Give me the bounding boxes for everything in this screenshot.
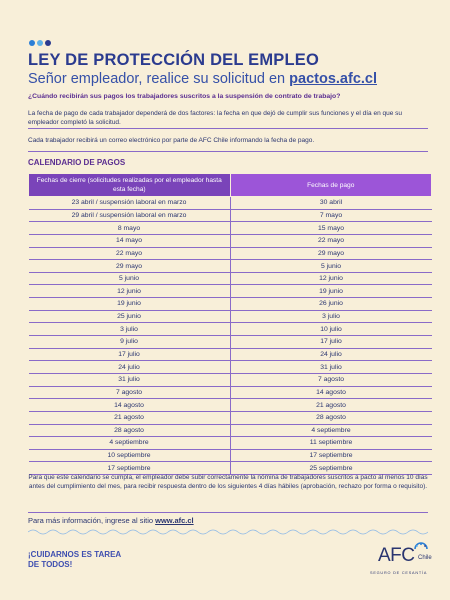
table-row — [29, 386, 432, 399]
closing-date-cell: 25 junio — [29, 310, 231, 323]
payment-date-cell: 17 septiembre — [230, 449, 432, 462]
table-row — [29, 437, 432, 450]
table-row — [29, 399, 432, 412]
column-header-closing-dates: Fechas de cierre (solicitudes realizadas por el empleador hasta esta fecha) — [29, 174, 231, 197]
table-row — [29, 411, 432, 424]
table-row — [29, 336, 432, 349]
table-row — [29, 298, 432, 311]
table-row — [29, 272, 432, 285]
closing-date-cell: 24 julio — [29, 361, 231, 374]
page-title: LEY DE PROTECCIÓN DEL EMPLEO — [28, 51, 320, 69]
more-info — [28, 516, 194, 525]
closing-date-cell: 21 agosto — [29, 411, 231, 424]
payment-date-cell: 29 mayo — [230, 247, 432, 260]
logo-arc-icon — [414, 542, 428, 550]
logo-text: AFC — [378, 545, 415, 566]
closing-date-cell: 22 mayo — [29, 247, 231, 260]
payment-date-cell: 7 mayo — [230, 209, 432, 222]
payment-date-cell: 10 julio — [230, 323, 432, 336]
table-header-row — [29, 174, 432, 197]
dot-navy — [45, 40, 51, 46]
payment-date-cell: 28 agosto — [230, 411, 432, 424]
column-header-payment-dates: Fechas de pago — [230, 174, 432, 197]
payment-date-cell: 15 mayo — [230, 222, 432, 235]
wave-divider — [28, 528, 428, 536]
table-row — [29, 222, 432, 235]
closing-date-cell: 8 mayo — [29, 222, 231, 235]
payment-date-cell: 21 agosto — [230, 399, 432, 412]
closing-date-cell: 29 mayo — [29, 260, 231, 273]
table-row — [29, 323, 432, 336]
payment-date-cell: 4 septiembre — [230, 424, 432, 437]
closing-date-cell: 5 junio — [29, 272, 231, 285]
logo-tagline: SEGURO DE CESANTÍA — [370, 571, 428, 575]
closing-date-cell: 4 septiembre — [29, 437, 231, 450]
afc-logo — [370, 545, 434, 583]
more-info-text: Para más información, ingrese al sitio — [28, 516, 156, 525]
payment-date-cell: 3 julio — [230, 310, 432, 323]
payment-date-cell: 26 junio — [230, 298, 432, 311]
table-row — [29, 449, 432, 462]
payment-date-cell: 12 junio — [230, 272, 432, 285]
table-row — [29, 373, 432, 386]
dot-light-blue — [29, 40, 35, 46]
table-row — [29, 361, 432, 374]
paragraph-email-notice: Cada trabajador recibirá un correo electrónico por parte de AFC Chile informando la fecha de pago. — [28, 137, 315, 144]
table-row — [29, 247, 432, 260]
subtitle-text: Señor empleador, realice su solicitud en — [28, 71, 290, 87]
divider — [28, 512, 428, 513]
closing-date-cell: 17 septiembre — [29, 462, 231, 475]
table-row — [29, 285, 432, 298]
closing-date-cell: 29 abril / suspensión laboral en marzo — [29, 209, 231, 222]
closing-date-cell: 19 junio — [29, 298, 231, 311]
closing-date-cell: 28 agosto — [29, 424, 231, 437]
calendar-title: CALENDARIO DE PAGOS — [28, 158, 126, 167]
afc-website-link[interactable]: www.afc.cl — [155, 516, 194, 525]
closing-date-cell: 7 agosto — [29, 386, 231, 399]
payment-date-cell: 19 junio — [230, 285, 432, 298]
closing-date-cell: 9 julio — [29, 336, 231, 349]
paragraph-payment-factors: La fecha de pago de cada trabajador dependerá de dos factores: la fecha en que dejó de cumplir sus funciones y el día en que su empleador completó la solicitud. — [28, 110, 403, 126]
payment-date-cell: 22 mayo — [230, 234, 432, 247]
closing-date-cell: 10 septiembre — [29, 449, 231, 462]
table-row — [29, 424, 432, 437]
closing-date-cell: 3 julio — [29, 323, 231, 336]
payment-date-cell: 24 julio — [230, 348, 432, 361]
closing-date-cell: 17 julio — [29, 348, 231, 361]
payment-date-cell: 30 abril — [230, 197, 432, 210]
calendar-note: Para que este calendario se cumpla, el empleador debe subir correctamente la nómina de trabajadores suscritos a pacto al menos 10 días antes del cumplimiento del mes, para recibir respuesta dentro de los siguientes 4 días hábiles (aprobación, rechazo por forma o requisito). — [28, 474, 428, 490]
table-row — [29, 348, 432, 361]
dot-sky-blue — [37, 40, 43, 46]
table-row — [29, 197, 432, 210]
logo-country: Chile — [418, 555, 432, 561]
closing-date-cell: 31 julio — [29, 373, 231, 386]
table-row — [29, 234, 432, 247]
payment-calendar-table — [28, 173, 432, 475]
page-subtitle — [28, 71, 377, 87]
payment-date-cell: 5 junio — [230, 260, 432, 273]
table-row — [29, 209, 432, 222]
payment-date-cell: 7 agosto — [230, 373, 432, 386]
payment-date-cell: 25 septiembre — [230, 462, 432, 475]
payment-date-cell: 17 julio — [230, 336, 432, 349]
divider — [28, 151, 428, 152]
brand-dots — [29, 40, 51, 46]
table-row — [29, 260, 432, 273]
pactos-link[interactable]: pactos.afc.cl — [289, 71, 377, 87]
payment-date-cell: 31 julio — [230, 361, 432, 374]
question-heading: ¿Cuándo recibirán sus pagos los trabajadores suscritos a la suspensión de contrato de trabajo? — [28, 93, 341, 100]
table-body — [29, 197, 432, 475]
closing-date-cell: 23 abril / suspensión laboral en marzo — [29, 197, 231, 210]
payment-date-cell: 14 agosto — [230, 386, 432, 399]
slogan: ¡CUIDARNOS ES TAREA DE TODOS! — [28, 550, 121, 569]
closing-date-cell: 14 mayo — [29, 234, 231, 247]
closing-date-cell: 14 agosto — [29, 399, 231, 412]
divider — [28, 128, 428, 129]
table-row — [29, 310, 432, 323]
payment-date-cell: 11 septiembre — [230, 437, 432, 450]
closing-date-cell: 12 junio — [29, 285, 231, 298]
